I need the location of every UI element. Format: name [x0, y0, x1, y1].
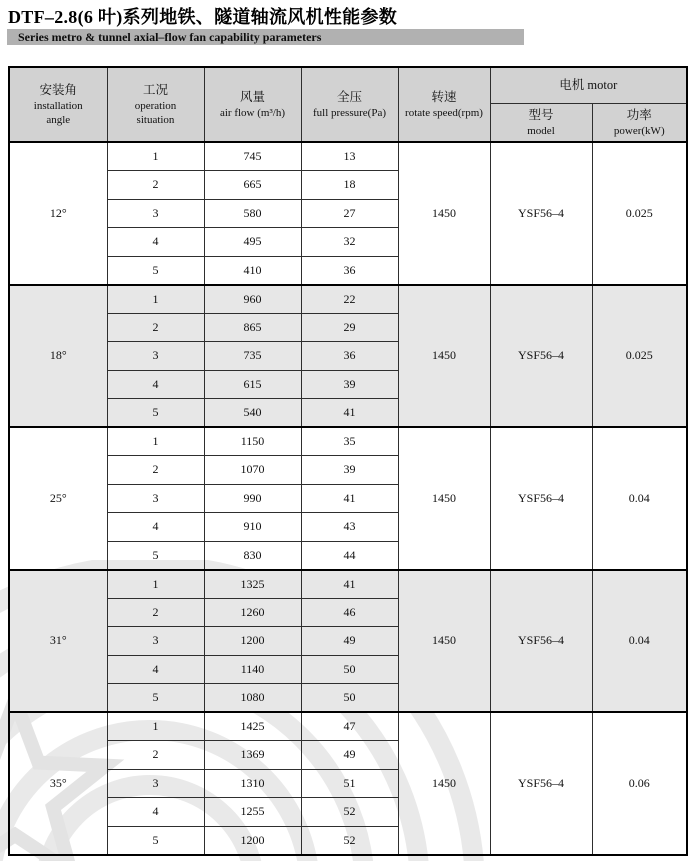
- model-cell: YSF56–4: [490, 142, 592, 285]
- table-row: [9, 427, 687, 456]
- airflow-cell: 1325: [204, 570, 301, 599]
- col-header-installation-angle: [9, 67, 107, 142]
- col-header-operation-situation-en1: operation: [134, 99, 177, 112]
- airflow-cell: 1150: [204, 427, 301, 456]
- situation-cell: 4: [107, 798, 204, 827]
- airflow-cell: 580: [204, 199, 301, 228]
- situation-cell: 5: [107, 399, 204, 428]
- col-header-model-zh: 型号: [528, 107, 554, 122]
- situation-cell: 1: [107, 142, 204, 171]
- col-header-rotate-speed-zh: 转速: [431, 89, 457, 104]
- col-header-power: [592, 103, 687, 142]
- airflow-cell: 1310: [204, 769, 301, 798]
- airflow-cell: 1255: [204, 798, 301, 827]
- table-row: [9, 142, 687, 171]
- airflow-cell: 990: [204, 484, 301, 513]
- col-header-power-zh: 功率: [626, 107, 652, 122]
- situation-cell: 5: [107, 541, 204, 570]
- situation-cell: 1: [107, 427, 204, 456]
- pressure-cell: 49: [301, 741, 398, 770]
- situation-cell: 4: [107, 513, 204, 542]
- col-header-operation-situation: [107, 67, 204, 142]
- airflow-cell: 1140: [204, 655, 301, 684]
- situation-cell: 4: [107, 228, 204, 257]
- situation-cell: 4: [107, 655, 204, 684]
- page-subtitle: Series metro & tunnel axial–flow fan capability parameters: [18, 30, 322, 44]
- pressure-cell: 41: [301, 570, 398, 599]
- pressure-cell: 41: [301, 484, 398, 513]
- pressure-cell: 36: [301, 342, 398, 371]
- col-header-operation-situation-zh: 工况: [142, 82, 168, 97]
- table-row: [9, 570, 687, 599]
- airflow-cell: 1425: [204, 712, 301, 741]
- pressure-cell: 52: [301, 798, 398, 827]
- col-header-air-flow-zh: 风量: [239, 89, 265, 104]
- pressure-cell: 49: [301, 627, 398, 656]
- situation-cell: 2: [107, 456, 204, 485]
- col-header-rotate-speed: [398, 67, 490, 142]
- airflow-cell: 1369: [204, 741, 301, 770]
- airflow-cell: 495: [204, 228, 301, 257]
- model-cell: YSF56–4: [490, 712, 592, 855]
- page-title: DTF–2.8(6 叶)系列地铁、隧道轴流风机性能参数: [8, 7, 398, 27]
- situation-cell: 5: [107, 826, 204, 855]
- situation-cell: 1: [107, 570, 204, 599]
- pressure-cell: 32: [301, 228, 398, 257]
- pressure-cell: 13: [301, 142, 398, 171]
- col-header-rotate-speed-en: rotate speed(rpm): [405, 106, 483, 119]
- angle-cell: 25°: [9, 427, 107, 570]
- situation-cell: 1: [107, 285, 204, 314]
- airflow-cell: 910: [204, 513, 301, 542]
- situation-cell: 5: [107, 256, 204, 285]
- col-header-full-pressure-zh: 全压: [336, 89, 362, 104]
- pressure-cell: 35: [301, 427, 398, 456]
- pressure-cell: 50: [301, 655, 398, 684]
- speed-cell: 1450: [398, 285, 490, 428]
- situation-cell: 3: [107, 769, 204, 798]
- pressure-cell: 52: [301, 826, 398, 855]
- col-header-installation-angle-en1: installation: [33, 99, 83, 112]
- col-header-full-pressure-en: full pressure(Pa): [312, 106, 386, 119]
- col-header-full-pressure: [301, 67, 398, 142]
- col-header-motor-group: [490, 67, 687, 103]
- pressure-cell: 51: [301, 769, 398, 798]
- situation-cell: 2: [107, 313, 204, 342]
- airflow-cell: 615: [204, 370, 301, 399]
- situation-cell: 4: [107, 370, 204, 399]
- situation-cell: 2: [107, 171, 204, 200]
- power-cell: 0.025: [592, 285, 687, 428]
- airflow-cell: 830: [204, 541, 301, 570]
- angle-cell: 12°: [9, 142, 107, 285]
- col-header-air-flow: [204, 67, 301, 142]
- power-cell: 0.06: [592, 712, 687, 855]
- speed-cell: 1450: [398, 142, 490, 285]
- airflow-cell: 1080: [204, 684, 301, 713]
- pressure-cell: 43: [301, 513, 398, 542]
- speed-cell: 1450: [398, 712, 490, 855]
- airflow-cell: 735: [204, 342, 301, 371]
- speed-cell: 1450: [398, 570, 490, 713]
- airflow-cell: 865: [204, 313, 301, 342]
- col-header-model-en: model: [527, 124, 555, 137]
- pressure-cell: 41: [301, 399, 398, 428]
- col-header-operation-situation-en2: situation: [136, 113, 175, 126]
- model-cell: YSF56–4: [490, 427, 592, 570]
- airflow-cell: 960: [204, 285, 301, 314]
- situation-cell: 1: [107, 712, 204, 741]
- table-row: [9, 712, 687, 741]
- airflow-cell: 1200: [204, 627, 301, 656]
- airflow-cell: 410: [204, 256, 301, 285]
- airflow-cell: 1070: [204, 456, 301, 485]
- table-header: [9, 67, 687, 142]
- table-body: [9, 142, 687, 855]
- pressure-cell: 39: [301, 456, 398, 485]
- col-header-air-flow-en: air flow (m³/h): [219, 106, 285, 119]
- col-header-model: [490, 103, 592, 142]
- situation-cell: 3: [107, 484, 204, 513]
- pressure-cell: 22: [301, 285, 398, 314]
- pressure-cell: 27: [301, 199, 398, 228]
- fan-parameters-table: [8, 66, 688, 856]
- situation-cell: 3: [107, 342, 204, 371]
- col-header-installation-angle-en2: angle: [46, 113, 71, 126]
- angle-cell: 35°: [9, 712, 107, 855]
- pressure-cell: 18: [301, 171, 398, 200]
- airflow-cell: 665: [204, 171, 301, 200]
- situation-cell: 2: [107, 598, 204, 627]
- pressure-cell: 29: [301, 313, 398, 342]
- power-cell: 0.04: [592, 570, 687, 713]
- pressure-cell: 39: [301, 370, 398, 399]
- situation-cell: 3: [107, 199, 204, 228]
- pressure-cell: 44: [301, 541, 398, 570]
- power-cell: 0.04: [592, 427, 687, 570]
- model-cell: YSF56–4: [490, 285, 592, 428]
- col-header-power-en: power(kW): [613, 124, 665, 137]
- pressure-cell: 47: [301, 712, 398, 741]
- power-cell: 0.025: [592, 142, 687, 285]
- table-row: [9, 285, 687, 314]
- situation-cell: 5: [107, 684, 204, 713]
- col-header-motor-group-label: 电机 motor: [559, 77, 618, 92]
- airflow-cell: 540: [204, 399, 301, 428]
- angle-cell: 18°: [9, 285, 107, 428]
- model-cell: YSF56–4: [490, 570, 592, 713]
- airflow-cell: 745: [204, 142, 301, 171]
- airflow-cell: 1260: [204, 598, 301, 627]
- airflow-cell: 1200: [204, 826, 301, 855]
- angle-cell: 31°: [9, 570, 107, 713]
- subtitle-bar: [7, 29, 524, 45]
- pressure-cell: 50: [301, 684, 398, 713]
- situation-cell: 3: [107, 627, 204, 656]
- col-header-installation-angle-zh: 安装角: [39, 82, 77, 97]
- pressure-cell: 46: [301, 598, 398, 627]
- pressure-cell: 36: [301, 256, 398, 285]
- situation-cell: 2: [107, 741, 204, 770]
- speed-cell: 1450: [398, 427, 490, 570]
